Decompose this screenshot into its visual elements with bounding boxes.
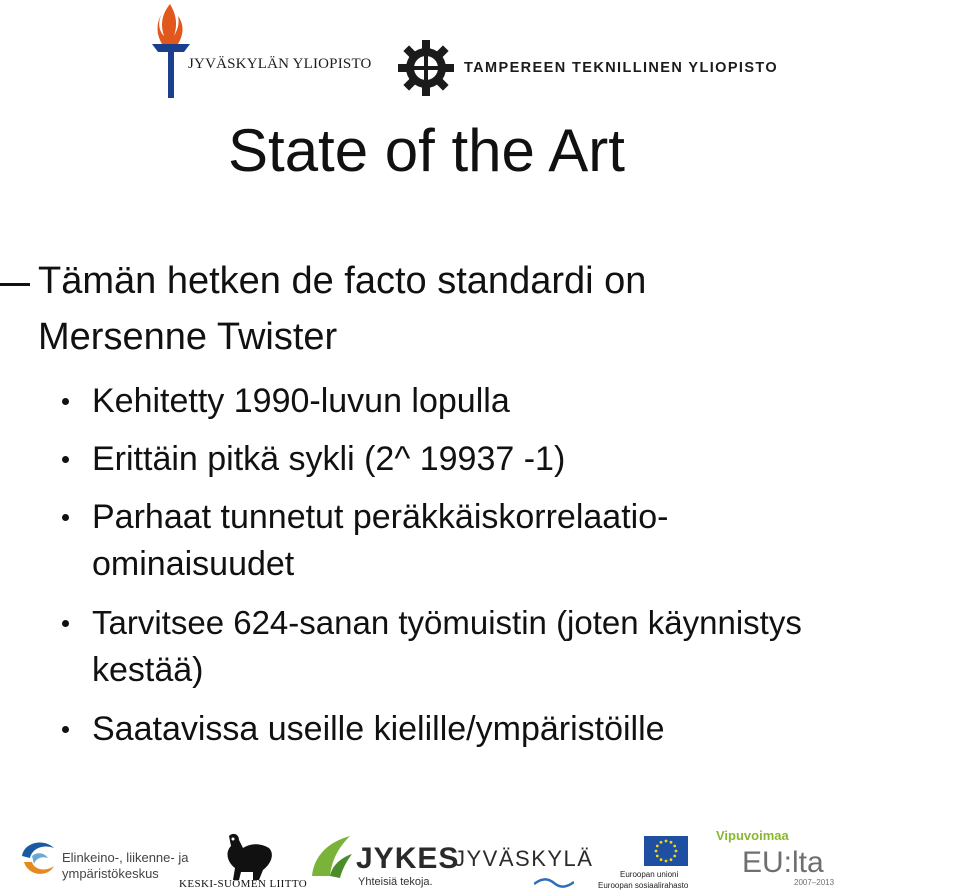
eu-flag-icon	[644, 836, 688, 866]
vipu-text: Vipuvoimaa	[716, 828, 789, 843]
logo-jyu-text: JYVÄSKYLÄN YLIOPISTO	[188, 56, 372, 72]
bullet-item-continuation: kestää)	[92, 651, 204, 689]
bullet-item-continuation: ominaisuudet	[92, 545, 295, 583]
bullet-item: Erittäin pitkä sykli (2^ 19937 -1)	[92, 440, 566, 478]
jykes-tagline: Yhteisiä tekoja.	[358, 876, 433, 888]
ksl-text: KESKI-SUOMEN LIITTO	[179, 878, 308, 890]
jykes-name: JYKES	[356, 842, 460, 875]
eu-stars-icon	[644, 836, 688, 866]
capercaillie-icon	[219, 830, 279, 882]
jykes-leaf-icon	[310, 832, 354, 882]
bullet-item: Kehitetty 1990-luvun lopulla	[92, 382, 510, 420]
gear-icon	[398, 40, 454, 96]
logo-ely-keskus	[18, 820, 198, 896]
eulta-years: 2007–2013	[794, 878, 835, 887]
bullet-dot	[62, 398, 69, 405]
level1-text-line1: Tämän hetken de facto standardi on	[38, 260, 647, 302]
logo-jyvaskylan-yliopisto	[148, 0, 378, 102]
logo-tut-text: TAMPEREEN TEKNILLINEN YLIOPISTO	[464, 60, 779, 76]
eu-text-line1: Euroopan unioni	[620, 870, 679, 879]
bullet-item: Parhaat tunnetut peräkkäiskorrelaatio-	[92, 498, 669, 536]
eulta-text: EU:lta	[742, 846, 824, 879]
wave-icon	[534, 878, 574, 888]
bullet-dot	[62, 620, 69, 627]
logo-jyvaskyla-city	[452, 820, 597, 896]
bullet-dot	[62, 726, 69, 733]
jkl-text: JYVÄSKYLÄ	[454, 846, 594, 871]
ely-text-line2: ympäristökeskus	[62, 866, 159, 881]
bullet-dot	[62, 514, 69, 521]
logo-vipuvoimaa-eulta	[712, 820, 835, 896]
bullet-dot	[62, 456, 69, 463]
slide-title: State of the Art	[228, 117, 625, 184]
level1-dash	[0, 283, 30, 286]
logo-tampereen-teknillinen-yliopisto	[398, 40, 798, 100]
bullet-item: Saatavissa useille kielille/ympäristöille	[92, 710, 665, 748]
eu-text-line2: Euroopan sosiaalirahasto	[598, 881, 689, 890]
logo-keski-suomen-liitto	[179, 820, 308, 896]
ely-swirl-icon	[18, 836, 58, 880]
ely-text-line1: Elinkeino-, liikenne- ja	[62, 850, 189, 865]
level1-text-line2: Mersenne Twister	[38, 316, 338, 358]
logo-jykes	[310, 820, 460, 896]
logo-eu-esr	[598, 820, 703, 896]
bullet-item: Tarvitsee 624-sanan työmuistin (joten käynnistys	[92, 604, 802, 641]
torch-icon	[148, 0, 194, 100]
